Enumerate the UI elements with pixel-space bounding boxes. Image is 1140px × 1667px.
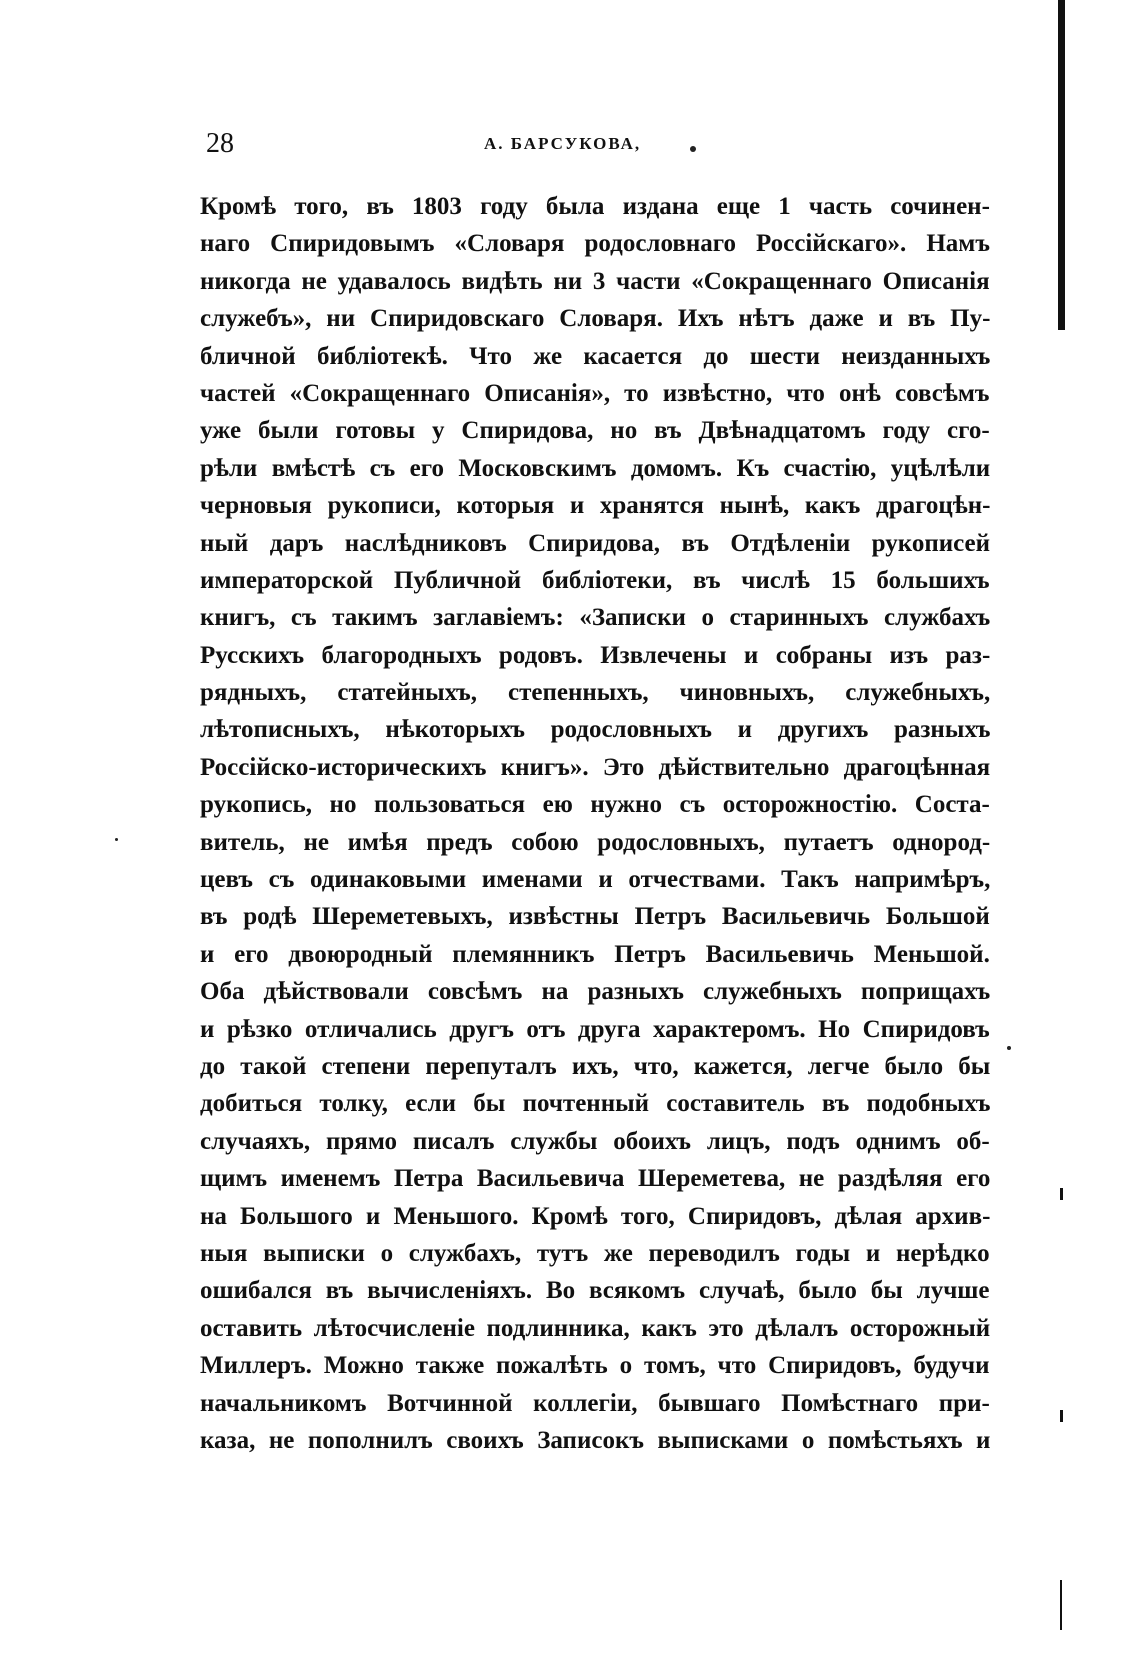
scan-edge-mark <box>1058 0 1065 330</box>
text-line: Миллеръ. Можно также пожалѣть о томъ, что Спиридовъ, будучи <box>200 1352 990 1380</box>
text-line: цевъ съ одинаковыми именами и отчествами. Такъ напримѣръ, <box>200 866 990 894</box>
running-title: А. БАРСУКОВА, <box>484 134 642 153</box>
text-line: Русскихъ благородныхъ родовъ. Извлечены и собраны изъ раз- <box>200 641 990 669</box>
text-line: добиться толку, если бы почтенный составитель въ подобныхъ <box>200 1090 990 1118</box>
text-line: ныя выписки о службахъ, тутъ же переводилъ годы и нерѣдко <box>200 1239 990 1267</box>
text-line: щимъ именемъ Петра Васильевича Шереметева, не раздѣляя его <box>200 1165 990 1193</box>
text-line: Оба дѣйствовали совсѣмъ на разныхъ служебныхъ поприщахъ <box>200 978 990 1006</box>
text-line: книгъ, съ такимъ заглавіемъ: «Записки о старинныхъ службахъ <box>200 604 990 632</box>
text-line: бличной библіотекѣ. Что же касается до шести неизданныхъ <box>200 342 990 370</box>
text-line: императорской Публичной библіотеки, въ числѣ 15 большихъ <box>200 566 990 594</box>
text-line: въ родѣ Шереметевыхъ, извѣстны Петръ Васильевичь Большой <box>200 903 990 931</box>
page-number: 28 <box>206 128 234 159</box>
text-line: никогда не удавалось видѣть ни 3 части «Сокращеннаго Описанія <box>200 267 990 295</box>
text-line: ный даръ наслѣдниковъ Спиридова, въ Отдѣленіи рукописей <box>200 529 990 557</box>
text-line: рукопись, но пользоваться ею нужно съ осторожностію. Соста- <box>200 791 990 819</box>
text-line: наго Спиридовымъ «Словаря родословнаго Россійскаго». Намъ <box>200 230 990 258</box>
text-line: случаяхъ, прямо писалъ службы обоихъ лицъ, подъ однимъ об- <box>200 1127 990 1155</box>
text-line: служебъ», ни Спиридовскаго Словаря. Ихъ нѣтъ даже и въ Пу- <box>200 305 990 333</box>
text-line: Кромѣ того, въ 1803 году была издана еще 1 часть сочинен- <box>200 193 990 220</box>
text-line: начальникомъ Вотчинной коллегіи, бывшаго Помѣстнаго при- <box>200 1389 990 1417</box>
text-line: рядныхъ, статейныхъ, степенныхъ, чиновныхъ, служебныхъ, <box>200 679 990 707</box>
text-line: уже были готовы у Спиридова, но въ Двѣнадцатомъ году сго- <box>200 417 990 445</box>
scan-edge-mark <box>1060 1188 1063 1200</box>
text-line: на Большого и Меньшого. Кромѣ того, Спиридовъ, дѣлая архив- <box>200 1202 990 1230</box>
text-line: и его двоюродный племянникъ Петръ Васильевичь Меньшой. <box>200 940 990 968</box>
text-line: Россійско-историческихъ книгъ». Это дѣйствительно драгоцѣнная <box>200 753 990 781</box>
scan-edge-mark <box>1060 1410 1063 1422</box>
text-line: частей «Сокращеннаго Описанія», то извѣстно, что онѣ совсѣмъ <box>200 379 990 407</box>
text-line: витель, не имѣя предъ собою родословныхъ, путаетъ однород- <box>200 828 990 856</box>
text-line: ошибался въ вычисленіяхъ. Во всякомъ случаѣ, было бы лучше <box>200 1277 990 1305</box>
ink-speck <box>115 838 118 841</box>
text-line: и рѣзко отличались другъ отъ друга характеромъ. Но Спиридовъ <box>200 1015 990 1043</box>
text-line: каза, не пополнилъ своихъ Записокъ выписками о помѣстьяхъ и <box>200 1426 990 1454</box>
scan-edge-mark <box>1060 1580 1062 1630</box>
text-line: рѣли вмѣстѣ съ его Московскимъ домомъ. Къ счастію, уцѣлѣли <box>200 454 990 482</box>
text-line: до такой степени перепуталъ ихъ, что, кажется, легче было бы <box>200 1052 990 1080</box>
page-header <box>206 124 746 164</box>
text-line: черновыя рукописи, которыя и хранятся нынѣ, какъ драгоцѣн- <box>200 492 990 520</box>
text-line: лѣтописныхъ, нѣкоторыхъ родословныхъ и другихъ разныхъ <box>200 716 990 744</box>
ink-speck <box>1007 1046 1011 1050</box>
ink-speck <box>690 146 696 152</box>
body-text <box>200 188 990 1459</box>
text-line: оставить лѣтосчисленіе подлинника, какъ это дѣлалъ осторожный <box>200 1314 990 1342</box>
